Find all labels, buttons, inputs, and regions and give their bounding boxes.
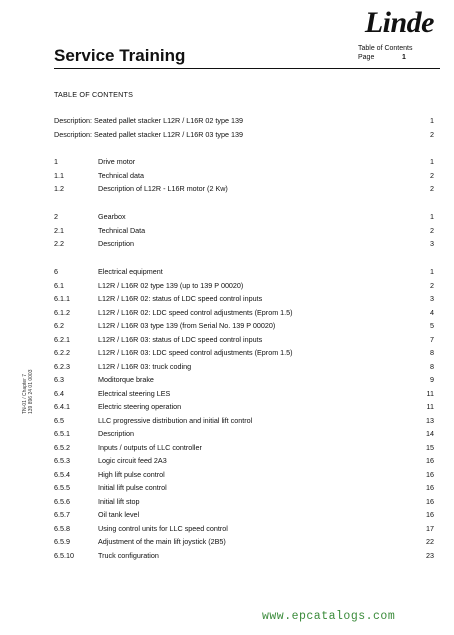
- toc-entry-page: 2: [430, 280, 434, 290]
- toc-entry-text: Logic circuit feed 2A3: [98, 456, 167, 465]
- toc-entry-page: 8: [430, 361, 434, 371]
- toc-entry-text: L12R / L16R 03: LDC speed control adjustments (Eprom 1.5): [98, 348, 293, 357]
- toc-entry-page: 16: [426, 456, 434, 465]
- toc-entry[interactable]: [54, 155, 434, 169]
- toc-entry-number: 6.5: [54, 415, 64, 425]
- toc-entry-page: 16: [426, 469, 434, 479]
- toc-entry-number: 2.1: [54, 225, 64, 235]
- toc-entry[interactable]: [54, 169, 434, 183]
- toc-entry[interactable]: [54, 535, 434, 549]
- toc-entry-number: 6.1: [54, 280, 64, 290]
- toc-entry-number: 6.5.5: [54, 483, 70, 492]
- toc-entry-page: 11: [426, 402, 434, 411]
- toc-entry-page: 17: [426, 523, 434, 533]
- toc-section-1: [54, 155, 434, 196]
- toc-section-6: [54, 265, 434, 562]
- toc-entry[interactable]: [54, 400, 434, 414]
- toc-entry-page: 2: [430, 225, 434, 235]
- toc-entry[interactable]: [54, 182, 434, 196]
- toc-entry[interactable]: [54, 114, 434, 128]
- toc-entry-text: Adjustment of the main lift joystick (2B5): [98, 537, 226, 546]
- toc-entry-number: 6.5.8: [54, 523, 70, 533]
- toc-entry-number: 6.5.10: [54, 550, 74, 560]
- toc-entry-page: 15: [426, 442, 434, 452]
- toc-entry-number: 6.5.1: [54, 429, 70, 438]
- toc-entry-page: 2: [430, 184, 434, 193]
- toc-entry[interactable]: [54, 481, 434, 495]
- toc-entry-text: L12R / L16R 03: truck coding: [98, 361, 192, 371]
- toc-entry-page: 11: [426, 388, 434, 398]
- toc-entry-number: 2.2: [54, 239, 64, 248]
- toc-entry-text: Description: [98, 239, 134, 248]
- toc-entry-page: 13: [426, 415, 434, 425]
- toc-entry[interactable]: [54, 468, 434, 482]
- toc-entry-page: 5: [430, 321, 434, 330]
- toc-entry-text: Description: Seated pallet stacker L12R / L16R 02 type 139: [54, 116, 243, 125]
- toc-entry-number: 6.5.9: [54, 537, 70, 546]
- toc-entry-page: 1: [430, 157, 434, 166]
- toc-entry-text: Description of L12R - L16R motor (2 Kw): [98, 184, 228, 193]
- toc-entry-number: 6.2.2: [54, 348, 70, 357]
- toc-entry-page: 3: [430, 294, 434, 303]
- watermark: www.epcatalogs.com: [262, 610, 396, 623]
- toc-entry-number: 6.5.4: [54, 469, 70, 479]
- toc-entry[interactable]: [54, 346, 434, 360]
- meta-label-toc: Table of Contents: [358, 45, 413, 52]
- side-note: [22, 344, 42, 414]
- toc-entry[interactable]: [54, 387, 434, 401]
- toc-entry[interactable]: [54, 265, 434, 279]
- toc-entry[interactable]: [54, 333, 434, 347]
- toc-entry-text: Description: Seated pallet stacker L12R / L16R 03 type 139: [54, 129, 243, 139]
- toc-entry-text: Gearbox: [98, 212, 126, 221]
- toc-entry-number: 6: [54, 267, 58, 276]
- toc-entry-text: L12R / L16R 02: status of LDC speed control inputs: [98, 294, 263, 303]
- toc-entry-text: L12R / L16R 02 type 139 (up to 139 P 00020): [98, 280, 244, 290]
- toc-entry-text: Electrical equipment: [98, 267, 163, 276]
- toc-entry-page: 16: [426, 496, 434, 506]
- toc-entry-text: Initial lift stop: [98, 496, 140, 506]
- header-divider: [54, 68, 440, 69]
- descriptions-list: [54, 114, 434, 141]
- toc-entry-number: 6.2.1: [54, 334, 70, 344]
- toc-entry-text: Description: [98, 429, 134, 438]
- toc-entry-page: 3: [430, 239, 434, 248]
- toc-entry-text: Moditorque brake: [98, 375, 154, 384]
- toc-entry-text: Using control units for LLC speed control: [98, 523, 228, 533]
- toc-entry-text: Oil tank level: [98, 510, 140, 519]
- toc-entry-number: 1.1: [54, 170, 64, 180]
- toc-entry-page: 16: [426, 483, 434, 492]
- toc-section-2: [54, 210, 434, 251]
- toc-entry-number: 6.5.2: [54, 442, 70, 452]
- toc-entry-page: 14: [426, 429, 434, 438]
- toc-entry-text: L12R / L16R 03: status of LDC speed control inputs: [98, 334, 263, 344]
- toc-entry-page: 7: [430, 334, 434, 344]
- toc-entry-text: High lift pulse control: [98, 469, 165, 479]
- toc-entry[interactable]: [54, 373, 434, 387]
- toc-entry[interactable]: [54, 224, 434, 238]
- toc-entry[interactable]: [54, 508, 434, 522]
- toc-entry-number: 6.2: [54, 321, 64, 330]
- toc-entry-number: 6.2.3: [54, 361, 70, 371]
- toc-entry[interactable]: [54, 441, 434, 455]
- toc-entry-text: L12R / L16R 02: LDC speed control adjustments (Eprom 1.5): [98, 307, 293, 317]
- side-note-line: 139 896 24 01 0003: [28, 369, 34, 414]
- toc-entry[interactable]: [54, 292, 434, 306]
- toc-entry-page: 4: [430, 307, 434, 317]
- toc-entry-text: Electrical steering LES: [98, 388, 171, 398]
- toc-entry[interactable]: [54, 210, 434, 224]
- linde-logo: Linde: [364, 6, 434, 39]
- toc-entry-page: 16: [426, 510, 434, 519]
- toc-entry-number: 6.5.6: [54, 496, 70, 506]
- toc-entry[interactable]: [54, 360, 434, 374]
- toc-entry[interactable]: [54, 495, 434, 509]
- toc-heading: TABLE OF CONTENTS: [54, 90, 134, 99]
- toc-entry-number: 6.4: [54, 388, 64, 398]
- toc-entry-number: 1: [54, 157, 58, 166]
- toc-entry-page: 1: [430, 212, 434, 221]
- toc-entry[interactable]: [54, 237, 434, 251]
- toc-entry-text: Initial lift pulse control: [98, 483, 167, 492]
- toc-entry-page: 2: [430, 129, 434, 139]
- meta-label-page: Page: [358, 54, 375, 61]
- toc-entry-text: Truck configuration: [98, 550, 159, 560]
- toc-entry-text: LLC progressive distribution and initial lift control: [98, 415, 253, 425]
- toc-entry[interactable]: [54, 454, 434, 468]
- toc-entry[interactable]: [54, 414, 434, 428]
- toc-entry-page: 22: [426, 537, 434, 546]
- toc-entry-number: 6.1.2: [54, 307, 70, 317]
- toc-entry-page: 8: [430, 348, 434, 357]
- toc-entry-text: Inputs / outputs of LLC controller: [98, 442, 202, 452]
- toc-entry[interactable]: [54, 279, 434, 293]
- toc-entry-number: 6.5.3: [54, 456, 70, 465]
- toc-entry-number: 6.5.7: [54, 510, 70, 519]
- toc-entry-page: 1: [430, 267, 434, 276]
- toc-entry-text: Drive motor: [98, 157, 136, 166]
- page-title: Service Training: [54, 46, 186, 65]
- toc-entry-page: 1: [430, 116, 434, 125]
- toc-entry-page: 2: [430, 170, 434, 180]
- toc-entry[interactable]: [54, 319, 434, 333]
- page-number: 1: [402, 54, 406, 61]
- toc-entry-number: 2: [54, 212, 58, 221]
- toc-entry-text: L12R / L16R 03 type 139 (from Serial No. 139 P 00020): [98, 321, 276, 330]
- toc-entry[interactable]: [54, 522, 434, 536]
- toc-entry-page: 23: [426, 550, 434, 560]
- toc-entry-text: Technical data: [98, 170, 144, 180]
- toc-entry-text: Electric steering operation: [98, 402, 182, 411]
- toc-entry-number: 6.1.1: [54, 294, 70, 303]
- toc-entry-number: 6.3: [54, 375, 64, 384]
- toc-entry-number: 1.2: [54, 184, 64, 193]
- toc-entry[interactable]: [54, 427, 434, 441]
- toc-entry[interactable]: [54, 549, 434, 563]
- toc-entry-text: Technical Data: [98, 225, 146, 235]
- toc-entry[interactable]: [54, 128, 434, 142]
- toc-entry-number: 6.4.1: [54, 402, 70, 411]
- toc-entry-page: 9: [430, 375, 434, 384]
- toc-entry[interactable]: [54, 306, 434, 320]
- header-meta: [358, 44, 412, 62]
- side-note-line: TN-01 / Chapter 7: [22, 373, 28, 414]
